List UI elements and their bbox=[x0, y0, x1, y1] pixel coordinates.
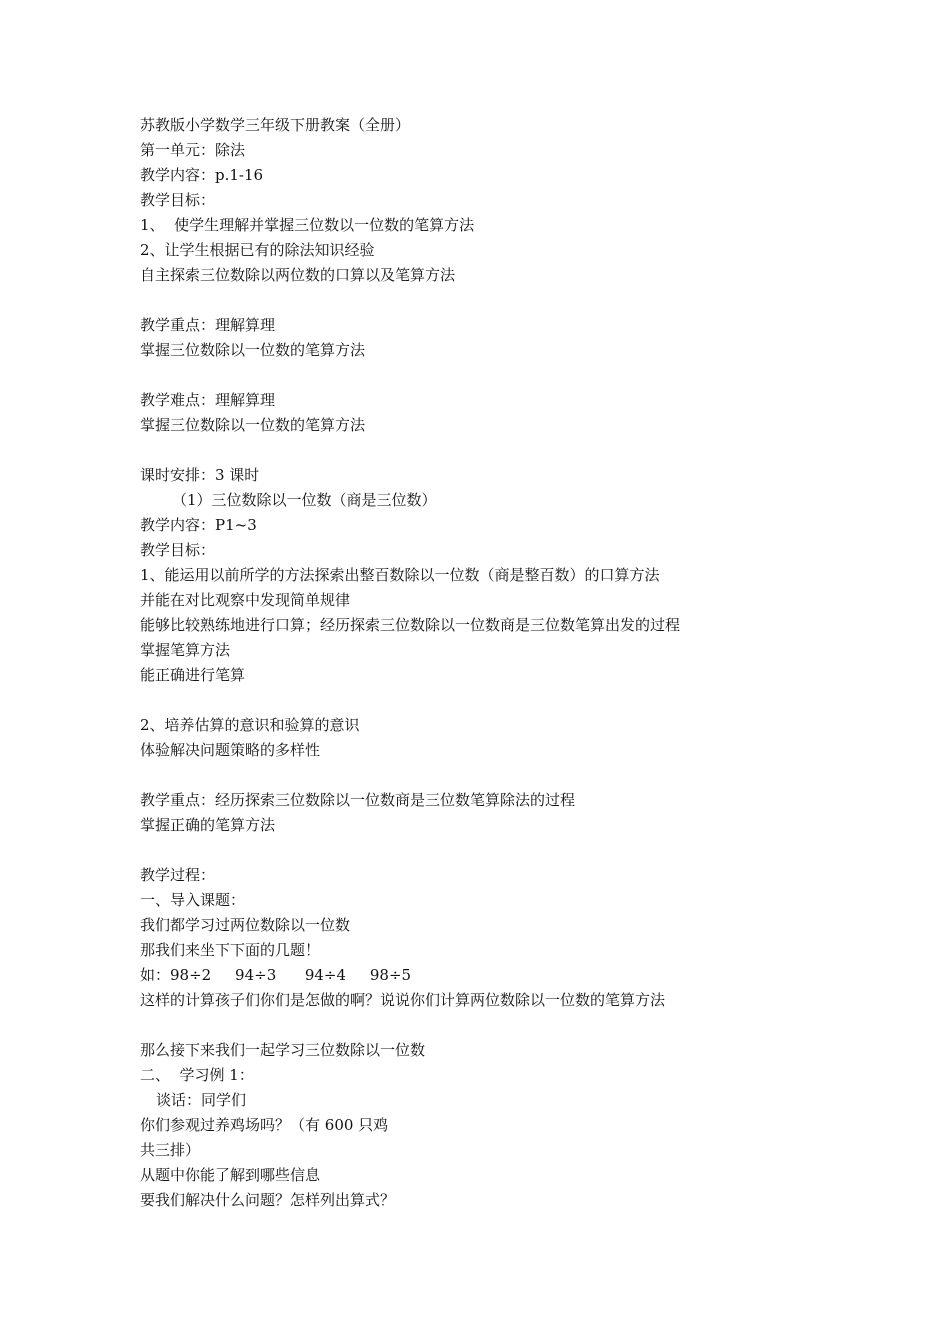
step-1-text: 那我们来坐下下面的几题！ bbox=[140, 941, 321, 959]
lesson-goal-1-continued: 能正确进行笔算 bbox=[140, 666, 246, 684]
blank-line bbox=[140, 838, 920, 863]
goal-1: 1、 使学生理解并掌握三位数以一位数的笔算方法 bbox=[140, 216, 475, 234]
lesson-content: 教学内容：P1~3 bbox=[140, 516, 257, 534]
lesson-key-point: 教学重点：经历探索三位数除以一位数商是三位数笔算除法的过程 bbox=[140, 791, 576, 809]
blank-line bbox=[140, 688, 920, 713]
blank-line bbox=[140, 438, 920, 463]
lesson-goals-heading: 教学目标： bbox=[140, 541, 216, 559]
content-range: 教学内容：p.1-16 bbox=[140, 166, 264, 184]
lesson-goal-2-continued: 体验解决问题策略的多样性 bbox=[140, 741, 321, 759]
document-title: 苏教版小学数学三年级下册教案（全册） bbox=[140, 116, 411, 134]
step-2-heading: 二、 学习例 1： bbox=[140, 1066, 254, 1084]
blank-line bbox=[140, 1013, 920, 1038]
step-2-text: 你们参观过养鸡场吗？（有 600 只鸡 bbox=[140, 1116, 389, 1134]
step-2-text: 谈话：同学们 bbox=[156, 1091, 247, 1109]
unit-heading: 第一单元：除法 bbox=[140, 141, 246, 159]
goal-2-continued: 自主探索三位数除以两位数的口算以及笔算方法 bbox=[140, 266, 456, 284]
step-1-text: 那么接下来我们一起学习三位数除以一位数 bbox=[140, 1041, 426, 1059]
goals-heading: 教学目标： bbox=[140, 191, 216, 209]
process-heading: 教学过程： bbox=[140, 866, 216, 884]
document-page bbox=[140, 113, 920, 1213]
lesson-goal-1-continued: 能够比较熟练地进行口算；经历探索三位数除以一位数商是三位数笔算出发的过程 bbox=[140, 616, 681, 634]
lesson-1-title: （1）三位数除以一位数（商是三位数） bbox=[172, 491, 437, 509]
lesson-goal-1-continued: 并能在对比观察中发现简单规律 bbox=[140, 591, 351, 609]
lesson-goal-1-continued: 掌握笔算方法 bbox=[140, 641, 231, 659]
step-2-text: 从题中你能了解到哪些信息 bbox=[140, 1166, 321, 1184]
key-point-continued: 掌握三位数除以一位数的笔算方法 bbox=[140, 341, 366, 359]
step-2-text: 共三排） bbox=[140, 1141, 201, 1159]
step-1-text: 我们都学习过两位数除以一位数 bbox=[140, 916, 351, 934]
difficulty-continued: 掌握三位数除以一位数的笔算方法 bbox=[140, 416, 366, 434]
step-1-examples: 如：98÷2 94÷3 94÷4 98÷5 bbox=[140, 966, 412, 984]
step-1-text: 这样的计算孩子们你们是怎做的啊？说说你们计算两位数除以一位数的笔算方法 bbox=[140, 991, 666, 1009]
key-point: 教学重点：理解算理 bbox=[140, 316, 276, 334]
difficulty: 教学难点：理解算理 bbox=[140, 391, 276, 409]
lesson-key-point-continued: 掌握正确的笔算方法 bbox=[140, 816, 276, 834]
step-1-heading: 一、导入课题： bbox=[140, 891, 246, 909]
blank-line bbox=[140, 288, 920, 313]
blank-line bbox=[140, 763, 920, 788]
blank-line bbox=[140, 363, 920, 388]
lesson-goal-2: 2、培养估算的意识和验算的意识 bbox=[140, 716, 360, 734]
schedule: 课时安排：3 课时 bbox=[140, 466, 260, 484]
lesson-goal-1: 1、能运用以前所学的方法探索出整百数除以一位数（商是整百数）的口算方法 bbox=[140, 566, 660, 584]
goal-2: 2、让学生根据已有的除法知识经验 bbox=[140, 241, 375, 259]
step-2-text: 要我们解决什么问题？怎样列出算式？ bbox=[140, 1191, 396, 1209]
